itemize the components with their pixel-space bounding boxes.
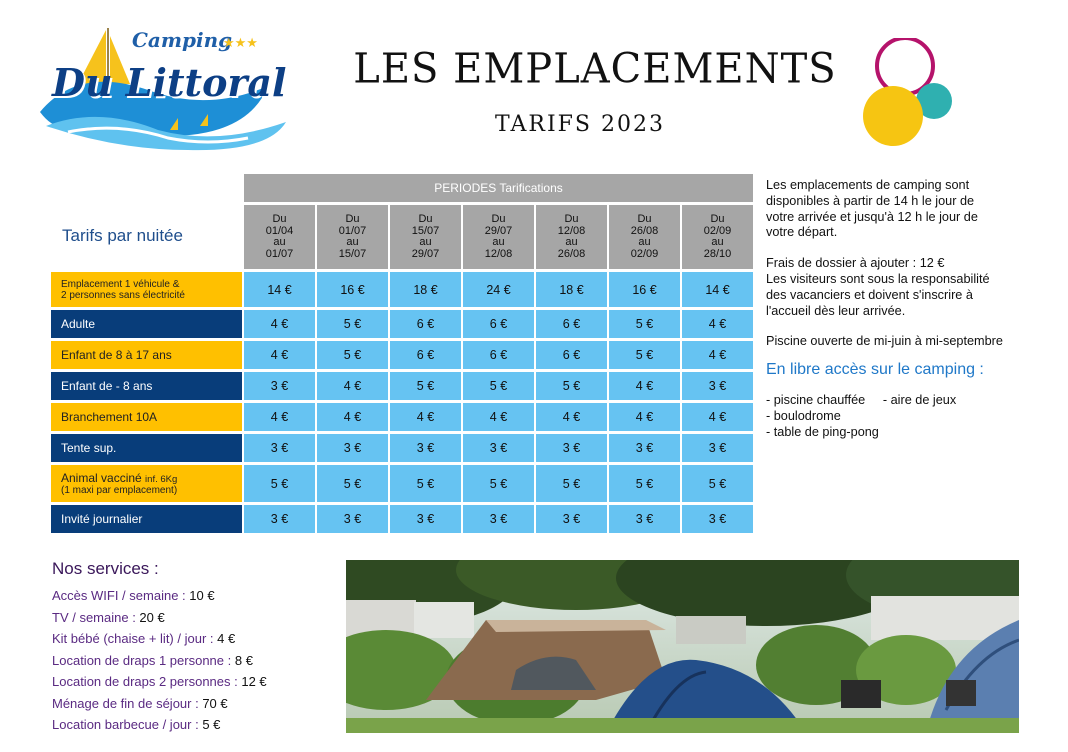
row-label: Adulte bbox=[51, 310, 242, 338]
price-cell: 3 € bbox=[609, 505, 680, 533]
price-cell: 5 € bbox=[463, 465, 534, 502]
decorative-circles bbox=[860, 38, 960, 150]
price-cell: 3 € bbox=[682, 372, 753, 400]
price-cell: 24 € bbox=[463, 272, 534, 307]
price-cell: 6 € bbox=[390, 310, 461, 338]
period-cell: Du 29/07 au 12/08 bbox=[463, 205, 534, 269]
price-cell: 5 € bbox=[244, 465, 315, 502]
free-access-list: - piscine chauffée - aire de jeux - boulodrome - table de ping-pong bbox=[766, 392, 957, 439]
price-cell: 5 € bbox=[609, 341, 680, 369]
row-label: Tente sup. bbox=[51, 434, 242, 462]
period-cell: Du 01/04 au 01/07 bbox=[244, 205, 315, 269]
price-cell: 4 € bbox=[244, 403, 315, 431]
price-cell: 3 € bbox=[536, 505, 607, 533]
pool-text: Piscine ouverte de mi-juin à mi-septembre bbox=[766, 334, 1003, 349]
periods-header-row bbox=[51, 174, 753, 202]
services-title: Nos services : bbox=[52, 559, 159, 578]
table-row bbox=[51, 372, 753, 400]
price-cell: 3 € bbox=[317, 434, 388, 462]
price-cell: 5 € bbox=[317, 465, 388, 502]
period-cell: Du 12/08 au 26/08 bbox=[536, 205, 607, 269]
arrival-text: Les emplacements de camping sont disponibles à partir de 14 h le jour de votre arrivée et jusqu'à 12 h le jour de votre départ. bbox=[766, 178, 978, 240]
price-cell: 4 € bbox=[317, 403, 388, 431]
price-cell: 3 € bbox=[682, 505, 753, 533]
price-cell: 3 € bbox=[682, 434, 753, 462]
price-cell: 5 € bbox=[536, 465, 607, 502]
free-access-title: En libre accès sur le camping : bbox=[766, 361, 984, 379]
price-cell: 5 € bbox=[609, 310, 680, 338]
price-cell: 18 € bbox=[536, 272, 607, 307]
camping-logo bbox=[38, 26, 288, 152]
price-cell: 3 € bbox=[463, 434, 534, 462]
rates-table bbox=[49, 171, 755, 536]
price-cell: 6 € bbox=[536, 310, 607, 338]
info-panel bbox=[766, 178, 1056, 440]
fees-text: Frais de dossier à ajouter : 12 € bbox=[766, 256, 945, 271]
row-label: Animal vacciné inf. 6Kg (1 maxi par emplacement) bbox=[51, 465, 242, 502]
service-item: Kit bébé (chaise + lit) / jour : 4 € bbox=[52, 631, 236, 646]
price-cell: 4 € bbox=[463, 403, 534, 431]
table-row bbox=[51, 403, 753, 431]
price-cell: 4 € bbox=[609, 372, 680, 400]
table-row bbox=[51, 341, 753, 369]
service-item: Ménage de fin de séjour : 70 € bbox=[52, 695, 228, 711]
price-cell: 3 € bbox=[244, 372, 315, 400]
logo-camping-text: Camping bbox=[132, 28, 233, 52]
price-cell: 18 € bbox=[390, 272, 461, 307]
price-cell: 4 € bbox=[536, 403, 607, 431]
price-cell: 3 € bbox=[244, 505, 315, 533]
page-title: LES EMPLACEMENTS bbox=[353, 45, 837, 93]
tarifs-par-nuitee-label: Tarifs par nuitée bbox=[62, 226, 183, 245]
service-item: Location de draps 1 personne : 8 € bbox=[52, 652, 253, 668]
price-cell: 14 € bbox=[244, 272, 315, 307]
price-cell: 6 € bbox=[536, 341, 607, 369]
price-cell: 3 € bbox=[317, 505, 388, 533]
price-cell: 5 € bbox=[390, 372, 461, 400]
campsite-photo bbox=[346, 560, 1019, 733]
period-cell: Du 15/07 au 29/07 bbox=[390, 205, 461, 269]
row-label: Emplacement 1 véhicule & 2 personnes sans électricité bbox=[51, 272, 242, 307]
price-cell: 3 € bbox=[463, 505, 534, 533]
price-cell: 6 € bbox=[463, 341, 534, 369]
page-subtitle: TARIFS 2023 bbox=[495, 112, 665, 137]
row-label: Invité journalier bbox=[51, 505, 242, 533]
price-cell: 5 € bbox=[609, 465, 680, 502]
price-cell: 3 € bbox=[609, 434, 680, 462]
logo-stars: ★★★ bbox=[223, 35, 258, 50]
price-cell: 4 € bbox=[682, 341, 753, 369]
table-row bbox=[51, 434, 753, 462]
table-row bbox=[51, 272, 753, 307]
price-cell: 5 € bbox=[390, 465, 461, 502]
price-cell: 3 € bbox=[390, 434, 461, 462]
service-item: Accès WIFI / semaine : 10 € bbox=[52, 588, 215, 603]
price-cell: 16 € bbox=[317, 272, 388, 307]
period-cell: Du 01/07 au 15/07 bbox=[317, 205, 388, 269]
price-cell: 4 € bbox=[317, 372, 388, 400]
price-cell: 5 € bbox=[682, 465, 753, 502]
logo-name-text: Du Littoral bbox=[52, 60, 287, 105]
price-cell: 4 € bbox=[609, 403, 680, 431]
price-cell: 5 € bbox=[317, 341, 388, 369]
period-dates-row bbox=[51, 205, 753, 269]
price-cell: 5 € bbox=[317, 310, 388, 338]
price-cell: 3 € bbox=[244, 434, 315, 462]
price-cell: 4 € bbox=[682, 403, 753, 431]
price-cell: 3 € bbox=[390, 505, 461, 533]
price-cell: 16 € bbox=[609, 272, 680, 307]
price-cell: 6 € bbox=[463, 310, 534, 338]
service-item: Location de draps 2 personnes : 12 € bbox=[52, 674, 267, 689]
table-row bbox=[51, 505, 753, 533]
periods-header: PERIODES Tarifications bbox=[244, 174, 753, 202]
price-cell: 14 € bbox=[682, 272, 753, 307]
period-cell: Du 02/09 au 28/10 bbox=[682, 205, 753, 269]
visitors-text: Les visiteurs sont sous la responsabilité des vacanciers et doivent s'inscrire à l'accueil dès leur arrivée. bbox=[766, 271, 990, 318]
table-row bbox=[51, 310, 753, 338]
price-cell: 5 € bbox=[536, 372, 607, 400]
price-cell: 3 € bbox=[536, 434, 607, 462]
service-item: Location barbecue / jour : 5 € bbox=[52, 717, 221, 732]
price-cell: 4 € bbox=[682, 310, 753, 338]
price-cell: 6 € bbox=[390, 341, 461, 369]
service-item: TV / semaine : 20 € bbox=[52, 609, 165, 625]
price-cell: 4 € bbox=[244, 310, 315, 338]
price-cell: 4 € bbox=[390, 403, 461, 431]
row-label: Enfant de - 8 ans bbox=[51, 372, 242, 400]
services-section bbox=[52, 559, 267, 736]
price-cell: 5 € bbox=[463, 372, 534, 400]
table-row bbox=[51, 465, 753, 502]
row-label: Enfant de 8 à 17 ans bbox=[51, 341, 242, 369]
price-cell: 4 € bbox=[244, 341, 315, 369]
row-label: Branchement 10A bbox=[51, 403, 242, 431]
period-cell: Du 26/08 au 02/09 bbox=[609, 205, 680, 269]
